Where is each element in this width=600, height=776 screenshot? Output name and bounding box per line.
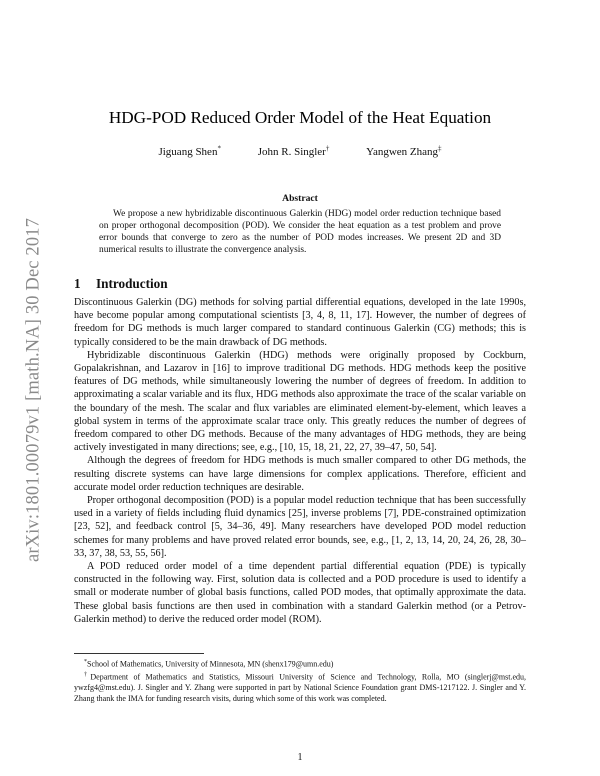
abstract-text: We propose a new hybridizable discontinuous Galerkin (HDG) model order reduction technique based on proper orthogonal decomposition (POD). We consider the heat equation as a test problem and prove error bounds that converge to zero as the number of POD modes increases. We present 2D and 3D numerical results to illustrate the convergence analysis.	[99, 209, 501, 255]
page-number: 1	[297, 752, 303, 763]
author-name: Jiguang Shen	[158, 145, 218, 158]
abstract-heading: Abstract	[282, 193, 318, 204]
body-paragraph: Discontinuous Galerkin (DG) methods for solving partial differential equations, developed in the late 1990s, have become popular among computational scientists [3, 4, 8, 11, 17]. However, the number of degrees of freedom for DG methods is much larger compared to standard continuous Galerkin (CG) methods; this is typically considered to be the main drawback of DG methods.	[74, 297, 526, 348]
author-name: Yangwen Zhang	[366, 145, 439, 158]
author-list	[70, 144, 530, 158]
section-body	[74, 296, 526, 626]
footnote-mark: *	[84, 659, 87, 665]
author	[158, 146, 220, 158]
footnote	[74, 657, 526, 670]
footnote	[74, 670, 526, 704]
paper-title: HDG-POD Reduced Order Model of the Heat Equation	[108, 108, 492, 127]
author-mark: *	[217, 144, 221, 152]
section-heading	[74, 276, 168, 292]
arxiv-identifier[interactable]: arXiv:1801.00079v1 [math.NA] 30 Dec 2017	[23, 217, 44, 563]
body-paragraph: Proper orthogonal decomposition (POD) is a popular model reduction technique that has been successfully used in a variety of fields including fluid dynamics [25], inverse problems [7], PDE-constrained optimization [23, 52], and feedback control [5, 34–36, 49]. Many researchers have developed POD model reduction schemes for many problems and have proved related error bounds, see, e.g., [1, 2, 13, 14, 20, 24, 26, 28, 30–33, 37, 38, 53, 55, 56].	[74, 495, 526, 559]
footnote-rule	[74, 653, 204, 654]
footnotes	[74, 657, 526, 704]
body-paragraph: A POD reduced order model of a time dependent partial differential equation (PDE) is typically constructed in the following way. First, solution data is collected and a POD procedure is used to identify a small or moderate number of global basis functions, called POD modes, that optimally approximate the data. These global basis functions are then used in combination with a standard Galerkin method (or a Petrov-Galerkin method) to derive the reduced order model (ROM).	[74, 561, 526, 625]
body-paragraph: Hybridizable discontinuous Galerkin (HDG) methods were originally proposed by Cockburn, Gopalakrishnan, and Lazarov in [16] to improve traditional DG methods. HDG methods keep the positive features of DG methods, while simultaneously lowering the number of degrees of freedom. In addition to approximating a scalar variable and its flux, HDG methods also approximate the trace of the scalar variable on the boundary of the mesh. The scalar and flux variables are eliminated element-by-element, which leaves a global system in terms of the approximate scalar trace only. This greatly reduces the number of degrees of freedom compared to other DG methods. Because of the many advantages of HDG methods, they are being actively investigated in many directions; see, e.g., [10, 15, 18, 21, 22, 27, 39–47, 50, 54].	[74, 349, 526, 454]
author-mark: ‡	[438, 144, 442, 152]
author	[366, 146, 441, 158]
body-paragraph: Although the degrees of freedom for HDG methods is much smaller compared to other DG methods, the resulting discrete systems can have large dimensions for complex applications. Therefore, efficient and accurate model order reduction techniques are desirable.	[74, 455, 526, 493]
footnote-mark: †	[84, 672, 91, 679]
author-name: John R. Singler	[257, 145, 326, 158]
section-title: Introduction	[96, 276, 168, 291]
author-mark: †	[325, 144, 330, 152]
footnote-text: Department of Mathematics and Statistics, Missouri University of Science and Technology, Rolla, MO (singlerj@mst.edu, ywzfg4@mst.edu). J. Singler and Y. Zhang were supported in part by National Science Foundation grant DMS-1217122. J. Singler and Y. Zhang thank the IMA for funding research visits, during which some of this work was completed.	[74, 672, 526, 703]
footnote-text: School of Mathematics, University of Minnesota, MN (shenx179@umn.edu)	[87, 659, 334, 669]
author	[258, 146, 330, 158]
section-number: 1	[74, 276, 81, 291]
